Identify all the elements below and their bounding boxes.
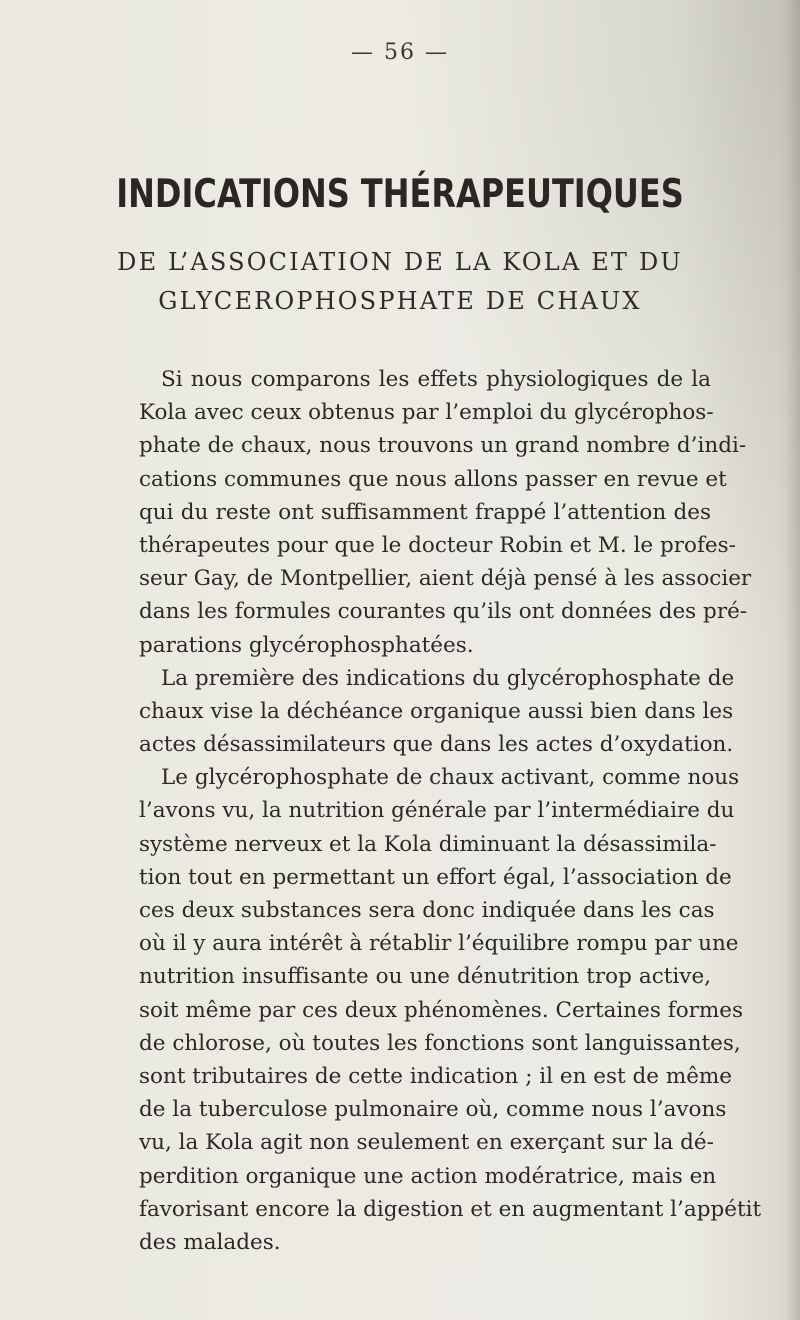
paragraph-3-line: soit même par ces deux phénomènes. Certaines formes <box>139 997 744 1023</box>
paragraph-1-line: parations glycérophosphatées. <box>139 632 474 658</box>
chapter-subtitle-line-1: DE L’ASSOCIATION DE LA KOLA ET DU <box>117 248 683 276</box>
paragraph-3-line: vu, la Kola agit non seulement en exerçant sur la dé- <box>139 1130 714 1156</box>
paragraph-2-line: La première des indications du glycérophosphate de <box>161 665 735 691</box>
paragraph-3-line: de la tuberculose pulmonaire où, comme nous l’avons <box>139 1097 727 1123</box>
paragraph-1-line: Si nous comparons les effets physiologiques de la <box>161 367 711 392</box>
paragraph-2-line: chaux vise la déchéance organique aussi bien dans les <box>139 698 734 724</box>
paragraph-3-line: système nerveux et la Kola diminuant la désassimila- <box>139 831 717 857</box>
paragraph-1-line: dans les formules courantes qu’ils ont données des pré- <box>139 599 748 625</box>
chapter-title: INDICATIONS THÉRAPEUTIQUES <box>116 172 684 217</box>
paragraph-3-line: tion tout en permettant un effort égal, l’association de <box>139 864 732 890</box>
page-edge-shadow <box>786 0 800 1320</box>
paragraph-1-line: phate de chaux, nous trouvons un grand nombre d’indi- <box>139 433 747 459</box>
paragraph-3-line: l’avons vu, la nutrition générale par l’intermédiaire du <box>139 798 735 824</box>
body-text <box>139 363 762 1259</box>
paragraph-1-line: thérapeutes pour que le docteur Robin et M. le profes- <box>139 532 736 558</box>
paragraph-3-line: de chlorose, où toutes les fonctions sont languissantes, <box>139 1030 741 1056</box>
paragraph-3-line: favorisant encore la digestion et en augmentant l’appétit <box>139 1196 762 1222</box>
paragraph-2-line: actes désassimilateurs que dans les actes d’oxydation. <box>139 732 734 758</box>
paragraph-3-line: Le glycérophosphate de chaux activant, comme nous <box>161 765 740 791</box>
page-number: — 56 — <box>351 40 449 65</box>
paragraph-1-line: cations communes que nous allons passer en revue et <box>139 466 727 492</box>
paragraph-3-line: sont tributaires de cette indication ; il en est de même <box>139 1063 733 1089</box>
paragraph-1-line: qui du reste ont suffisamment frappé l’attention des <box>139 499 711 525</box>
paragraph-1-line: seur Gay, de Montpellier, aient déjà pensé à les associer <box>139 566 752 592</box>
paragraph-3-line: des malades. <box>139 1229 281 1255</box>
chapter-subtitle-line-2: GLYCEROPHOSPHATE DE CHAUX <box>158 287 642 315</box>
paragraph-1-line: Kola avec ceux obtenus par l’emploi du glycérophos- <box>139 400 714 426</box>
paragraph-3-line: où il y aura intérêt à rétablir l’équilibre rompu par une <box>139 931 739 957</box>
paragraph-3-line: ces deux substances sera donc indiquée dans les cas <box>139 898 715 923</box>
paragraph-3-line: nutrition insuffisante ou une dénutrition trop active, <box>139 964 711 990</box>
paragraph-3-line: perdition organique une action modératrice, mais en <box>139 1163 717 1189</box>
